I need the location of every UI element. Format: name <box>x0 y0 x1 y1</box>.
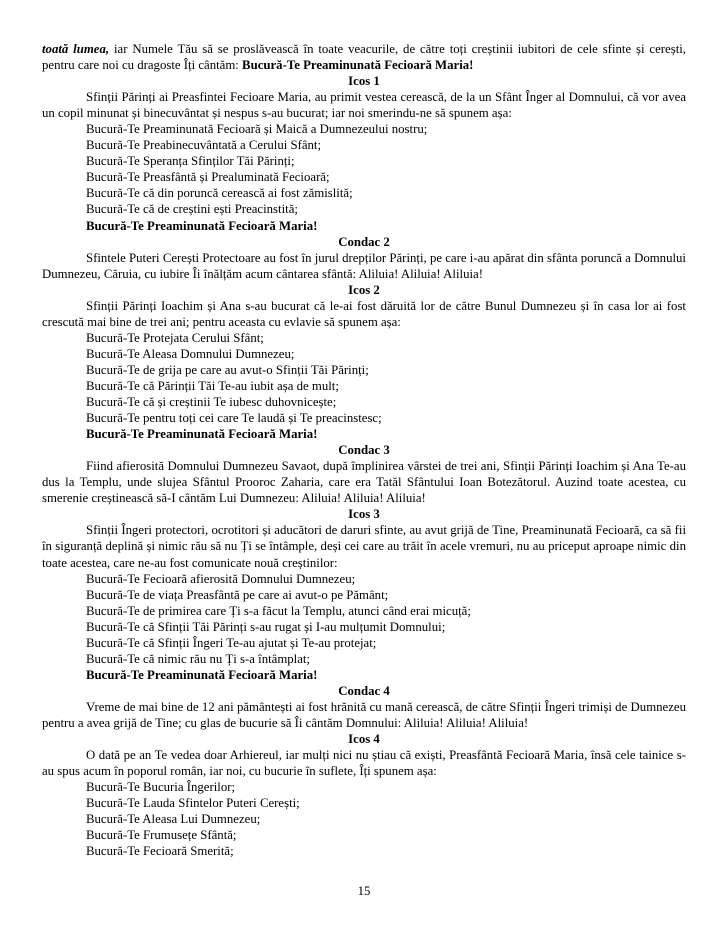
condac4-heading: Condac 4 <box>338 683 390 698</box>
ikos2-heading: Icos 2 <box>348 282 380 297</box>
condac4-paragraph: Vreme de mai bine de 12 ani pământești ai fost hrănită cu mană cerească, de către Sfinții Îngeri trimiși de Dumnezeu pentru a avea grijă de Tine; cu glas de bucurie să Îi cântăm Domnului: Aliluia! Aliluia! Aliluia! <box>42 699 686 730</box>
ikos2-invocation: Bucură-Te că Părinții Tăi Te-au iubit așa de mult; <box>86 378 339 393</box>
ikos3-invocation: Bucură-Te de viața Preasfântă pe care ai avut-o pe Pământ; <box>86 587 389 602</box>
ikos4-paragraph: O dată pe an Te vedea doar Arhiereul, iar mulți nici nu știau că exiști, Preasfântă Fecioară Maria, însă cele tainice s-au spus acum în poporul român, iar noi, cu bucurie în suflete, Îți spunem așa: <box>42 748 686 779</box>
ikos1-closing: Bucură-Te Preaminunată Fecioară Maria! <box>86 218 318 233</box>
ikos3-heading: Icos 3 <box>348 507 380 522</box>
condac2-heading: Condac 2 <box>338 234 390 249</box>
condac2-paragraph: Sfintele Puteri Cerești Protectoare au fost în jurul drepților Părinți, pe care i-au apărat din sfânta poruncă a Domnului Dumnezeu, Căruia, cu iubire Îi înălțăm acum cântarea sfântă: Aliluia! Aliluia! Aliluia! <box>42 250 686 281</box>
intro-text: iar Numele Tău să se proslăvească în toate veacurile, de către toți creștinii iubitori de cele sfinte și cerești, pentru care noi cu dragoste Îți cântăm: <box>42 42 687 73</box>
ikos2-invocation: Bucură-Te Aleasa Domnului Dumnezeu; <box>86 346 295 361</box>
ikos1-invocation: Bucură-Te Preasfântă și Prealuminată Fecioară; <box>86 170 330 185</box>
ikos2-invocation: Bucură-Te că și creștinii Te iubesc duhovnicește; <box>86 395 337 410</box>
ikos3-invocation: Bucură-Te că nimic rău nu Ți s-a întâmplat; <box>86 651 311 666</box>
intro-paragraph <box>42 41 686 73</box>
ikos2-invocation: Bucură-Te pentru toți cei care Te laudă și Te preacinstesc; <box>86 411 382 426</box>
ikos3-invocation: Bucură-Te de primirea care Ți s-a făcut la Templu, atunci când erai micuță; <box>86 603 471 618</box>
ikos4-invocation: Bucură-Te Lauda Sfintelor Puteri Cerești; <box>86 796 300 811</box>
ikos4-heading: Icos 4 <box>348 732 380 747</box>
ikos2-closing: Bucură-Te Preaminunată Fecioară Maria! <box>86 427 318 442</box>
page-number: 15 <box>357 884 371 898</box>
intro-closing: Bucură-Te Preaminunată Fecioară Maria! <box>242 58 474 73</box>
ikos1-paragraph: Sfinții Părinți ai Preasfintei Fecioare Maria, au primit vestea cerească, de la un Sfânt Înger al Domnului, că vor avea un copil minunat și binecuvântat și nespus s-au bucurat; iar noi smerindu-ne să spunem așa: <box>42 90 686 121</box>
ikos4-invocation: Bucură-Te Aleasa Lui Dumnezeu; <box>86 812 261 827</box>
ikos4-invocation: Bucură-Te Bucuria Îngerilor; <box>86 780 236 795</box>
ikos3-invocation: Bucură-Te că Sfinții Îngeri Te-au ajutat și Te-au protejat; <box>86 635 377 650</box>
condac3-heading: Condac 3 <box>338 443 390 458</box>
ikos2-paragraph: Sfinții Părinți Ioachim și Ana s-au bucurat că le-ai fost dăruită lor de către Bunul Dumnezeu și în casa lor ai fost crescută mai bine de trei ani; pentru aceasta cu evlavie să spunem așa: <box>42 298 686 329</box>
page-body <box>42 41 686 859</box>
ikos1-heading: Icos 1 <box>348 74 380 89</box>
ikos1-invocation: Bucură-Te că de creștini ești Preacinstită; <box>86 202 298 217</box>
condac3-paragraph: Fiind afierosită Domnului Dumnezeu Savaot, după împlinirea vârstei de trei ani, Sfinții Părinți Ioachim și Ana Te-au dus la Templu, unde slujea Sfântul Prooroc Zaharia, care era Tatăl Sfântului Ioan Botezătorul. Auzind toate acestea, cu smerenie creștinească să-I cântăm Lui Dumnezeu: Aliluia! Aliluia! Aliluia! <box>42 459 686 506</box>
ikos1-invocation: Bucură-Te Preaminunată Fecioară și Maică a Dumnezeului nostru; <box>86 122 428 137</box>
ikos3-invocation: Bucură-Te că Sfinții Tăi Părinți s-au rugat și I-au mulțumit Domnului; <box>86 619 446 634</box>
intro-lead: toată lumea, <box>42 42 110 56</box>
ikos3-invocation: Bucură-Te Fecioară afierosită Domnului Dumnezeu; <box>86 571 356 586</box>
ikos4-invocation: Bucură-Te Fecioară Smerită; <box>86 844 234 859</box>
ikos1-invocation: Bucură-Te că din poruncă cerească ai fost zămislită; <box>86 186 353 201</box>
ikos4-invocation: Bucură-Te Frumusețe Sfântă; <box>86 828 237 843</box>
ikos1-invocation: Bucură-Te Preabinecuvântată a Cerului Sfânt; <box>86 138 322 153</box>
ikos2-invocation: Bucură-Te Protejata Cerului Sfânt; <box>86 330 264 345</box>
ikos2-invocation: Bucură-Te de grija pe care au avut-o Sfinții Tăi Părinți; <box>86 362 369 377</box>
ikos1-invocation: Bucură-Te Speranța Sfinților Tăi Părinți; <box>86 154 295 169</box>
ikos3-closing: Bucură-Te Preaminunată Fecioară Maria! <box>86 667 318 682</box>
ikos3-paragraph: Sfinții Îngeri protectori, ocrotitori și aducători de daruri sfinte, au avut grijă de Tine, Preaminunată Fecioară, ca să fii în siguranță deplină și nimic rău să nu Ți se întâmple, deși cei care au trăit în acele vremuri, nu au priceput aproape nimic din toate acestea, care ne-au fost comunicate nouă creștinilor: <box>42 523 686 570</box>
